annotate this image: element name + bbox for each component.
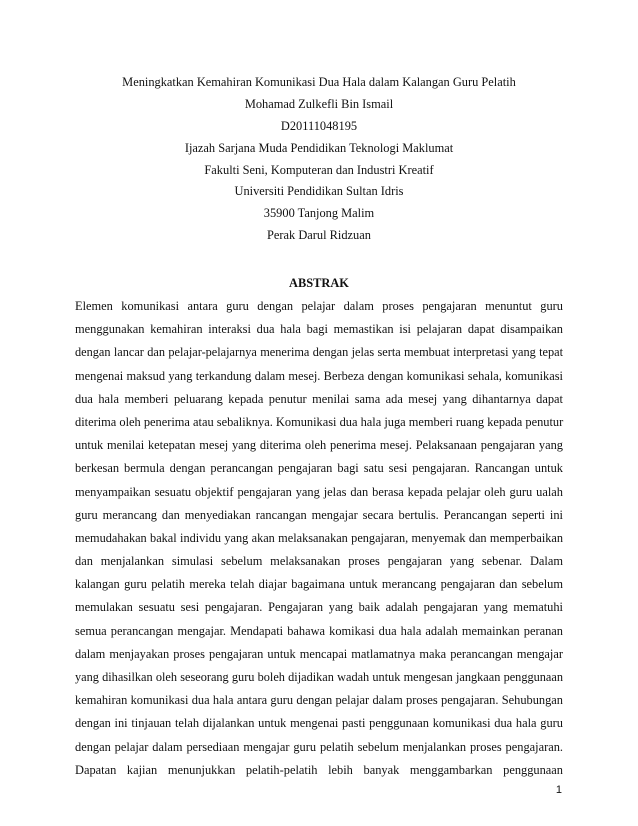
degree-name: Ijazah Sarjana Muda Pendidikan Teknologi Maklumat: [184, 140, 454, 155]
abstract-line: mengenai maksud yang terkandung dalam mesej. Berbeza dengan komunikasi sehala, komunikasi: [75, 368, 563, 383]
abstract-line: Dapatan kajian menunjukkan pelatih-pelatih lebih banyak menggambarkan penggunaan: [75, 762, 563, 777]
abstract-line: dengan pelajar dalam persediaan mengajar guru pelatih sebelum menjalankan proses pengajaran.: [75, 739, 563, 754]
abstract-line: dua hala memberi peluarang kepada penutur menilai sama ada mesej yang dihantarnya dapat: [75, 391, 563, 406]
page-number: 1: [555, 784, 562, 796]
abstract-body: [75, 297, 563, 784]
state-name: Perak Darul Ridzuan: [267, 228, 371, 243]
abstract-line: memudahakan bakal individu yang akan melaksanakan pengajaran, menyemak dan memperbaikan: [75, 530, 563, 545]
abstract-line: memulakan sesuatu sesi pengajaran. Pengajaran yang baik adalah pengajaran yang mematuhi: [75, 600, 563, 615]
abstract-line: guru merancang dan menyediakan rancangan mengajar secara bertulis. Perancangan seperti ini: [75, 507, 563, 522]
abstract-line: kalangan guru pelatih mereka telah diajar bagaimana untuk merancang pengajaran dan sebelum: [75, 577, 563, 592]
abstract-line: menggunakan kemahiran interaksi dua hala bagi memastikan isi pelajaran dapat disampaikan: [75, 322, 563, 337]
abstract-line: dengan lancar dan pelajar-pelajarnya menerima dengan jelas serta membuat interpretasi yang tepat: [75, 345, 563, 360]
abstract-line: dalam menjayakan proses pengajaran untuk mencapai matlamatnya maka perancangan mengajar: [75, 646, 563, 661]
abstract-line: semua perancangan mengajar. Mendapati bahawa komikasi dua hala adalah memainkan peranan: [75, 623, 563, 638]
postcode-town: 35900 Tanjong Malim: [263, 206, 375, 221]
title-block: [0, 72, 638, 247]
abstract-heading: ABSTRAK: [289, 276, 349, 290]
faculty-name: Fakulti Seni, Komputeran dan Industri Kreatif: [204, 162, 434, 177]
abstract-line: kemahiran komunikasi dua hala antara guru dengan pelajar dalam proses pengajaran. Sehubungan: [75, 693, 563, 708]
author-name: Mohamad Zulkefli Bin Ismail: [244, 96, 394, 111]
abstract-line: yang dihasilkan oleh seseorang guru boleh dijadikan wadah untuk mengesan jangkaan penggunaan: [75, 670, 563, 684]
abstract-line: berkesan bermula dengan perancangan pengajaran bagi satu sesi pengajaran. Rancangan untuk: [75, 461, 563, 476]
abstract-line: untuk menilai ketepatan mesej yang diterima oleh penerima mesej. Pelaksanaan pengajaran yang: [75, 438, 563, 453]
student-id: D20111048195: [280, 118, 358, 133]
university-name: Universiti Pendidikan Sultan Idris: [234, 184, 404, 199]
abstract-line: menyampaikan sesuatu objektif pengajaran yang jelas dan berasa kepada pelajar oleh guru ualah: [75, 484, 563, 499]
abstract-line: Elemen komunikasi antara guru dengan pelajar dalam proses pengajaran menuntut guru: [75, 299, 563, 313]
paper-title: Meningkatkan Kemahiran Komunikasi Dua Hala dalam Kalangan Guru Pelatih: [122, 75, 516, 89]
abstract-line: diterima oleh penerima atau sebaliknya. Komunikasi dua hala juga memberi ruang kepada penutur: [75, 414, 564, 429]
abstract-line: dan menjalankan simulasi sebelum melaksanakan proses pengajaran yang sebenar. Dalam: [75, 554, 563, 569]
abstract-line: dengan ini tinjauan telah dijalankan untuk mengenai pasti penggunaan komunikasi dua hala guru: [75, 716, 563, 731]
